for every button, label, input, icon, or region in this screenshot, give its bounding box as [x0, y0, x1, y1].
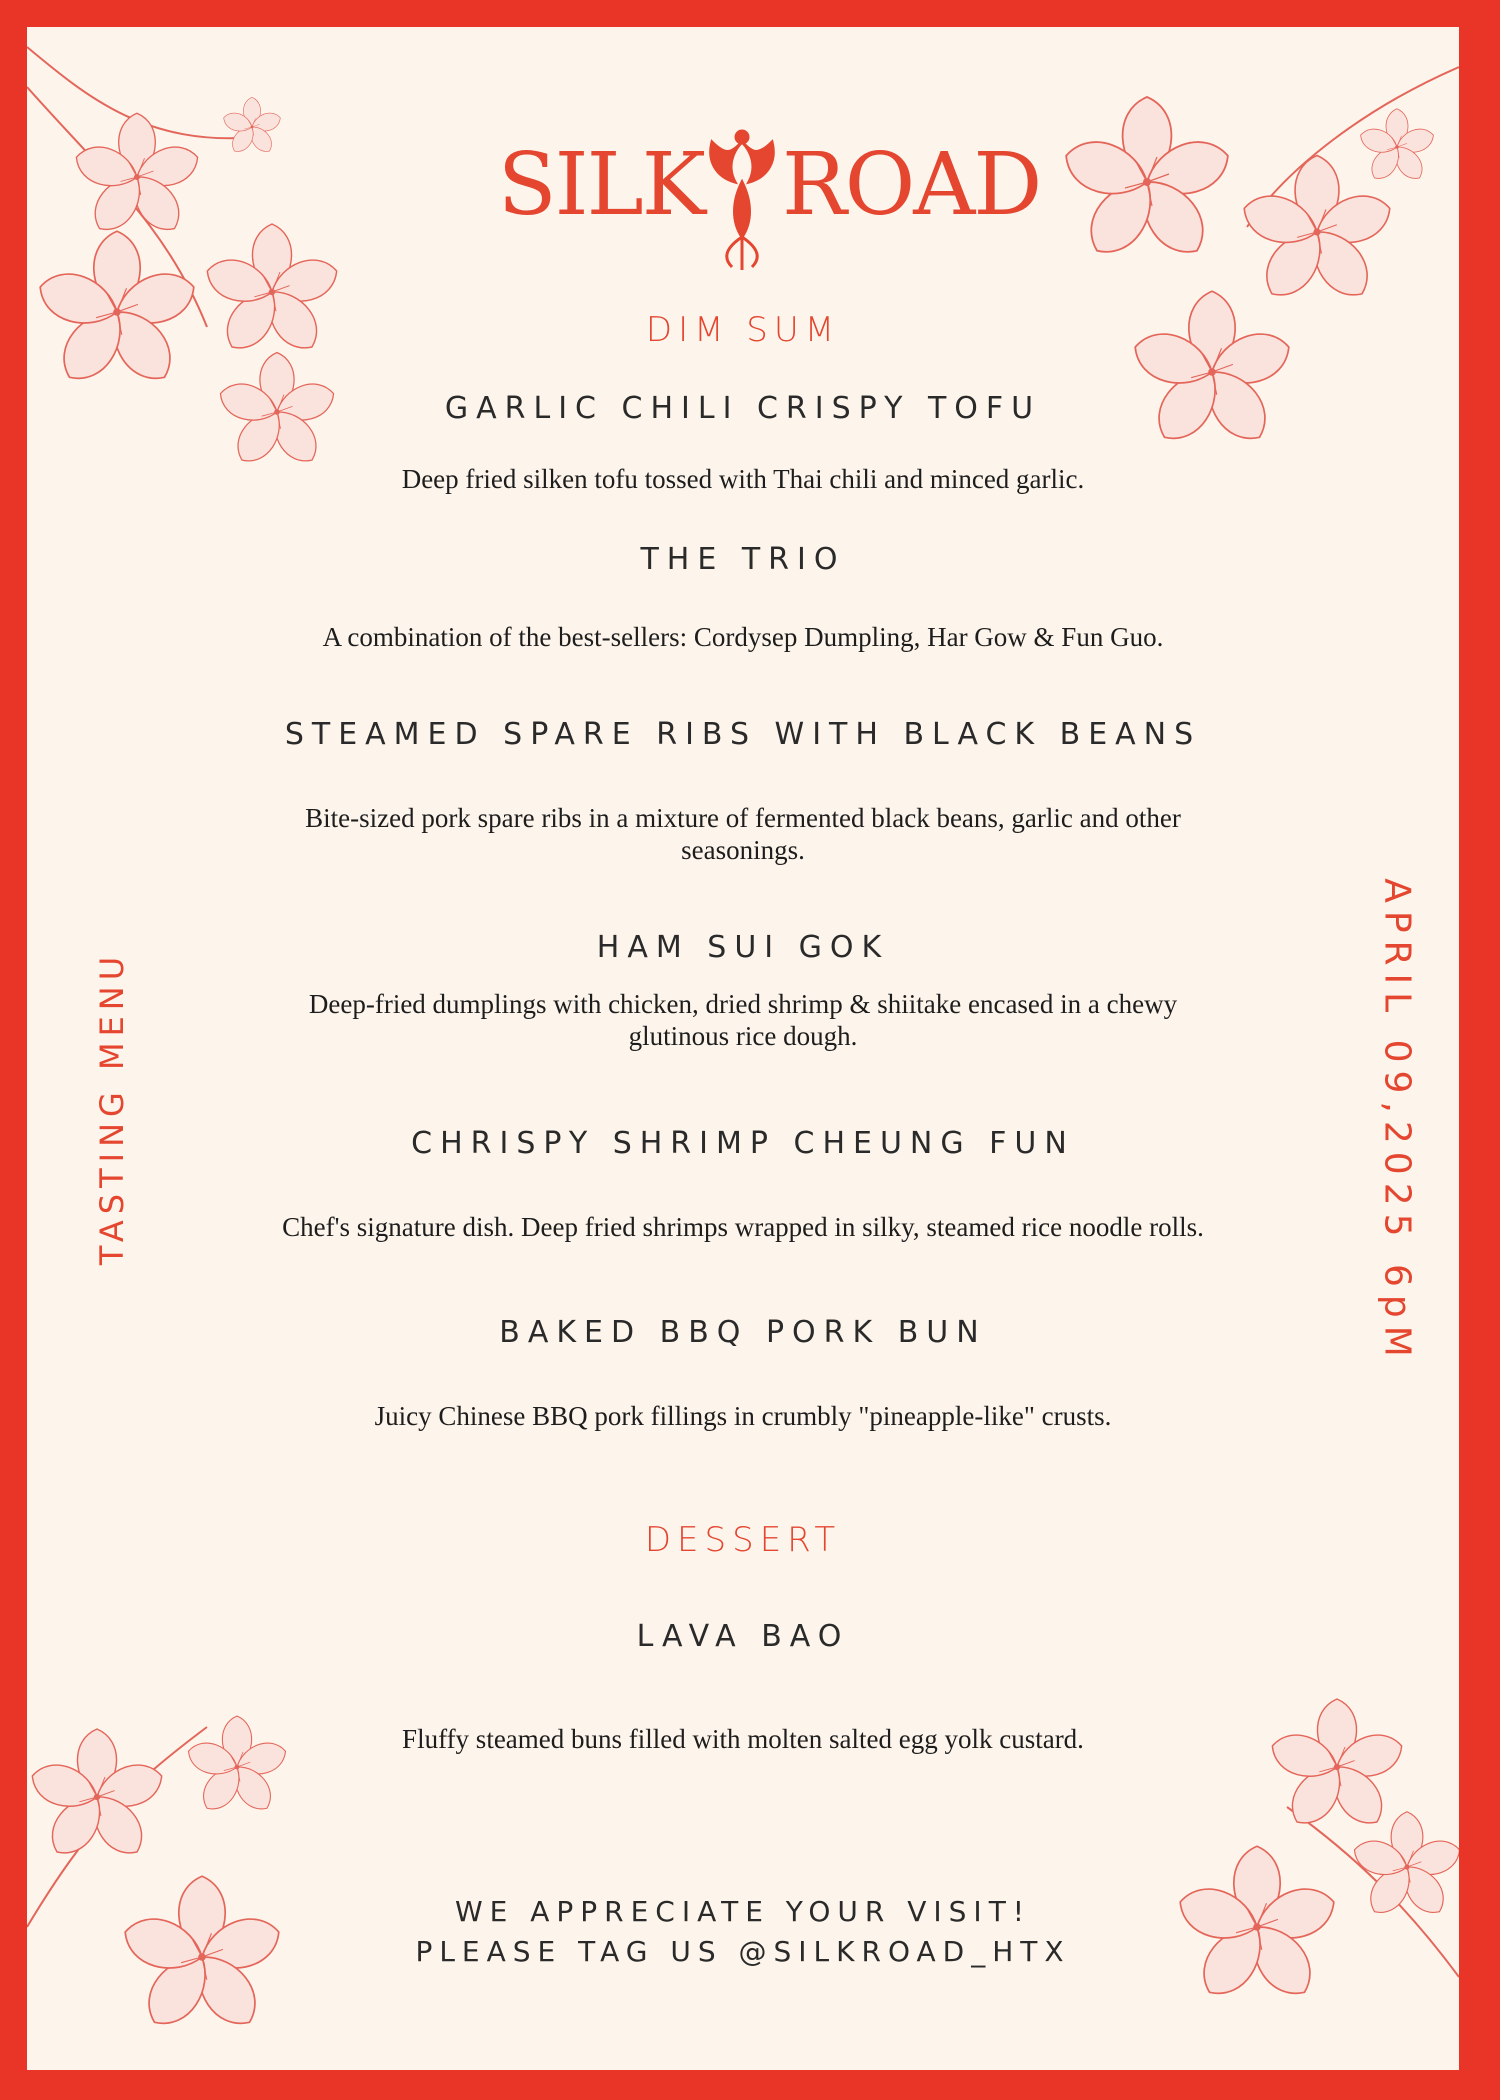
- brand-logo: [27, 122, 1459, 272]
- item-title: HAM SUI GOK: [596, 930, 890, 965]
- item-description: Deep-fried dumplings with chicken, dried shrimp & shiitake encased in a chewy glutinous rice dough.: [308, 989, 1178, 1051]
- item-description: Fluffy steamed buns filled with molten salted egg yolk custard.: [402, 1724, 1084, 1754]
- brand-word-left: SILK: [497, 135, 704, 235]
- footer-social-tag: PLEASE TAG US @SILKROAD_HTX: [415, 1935, 1071, 1968]
- phoenix-logo-icon: [687, 122, 797, 272]
- item-title: BAKED BBQ PORK BUN: [499, 1315, 987, 1350]
- item-title: THE TRIO: [640, 542, 846, 577]
- item-title: GARLIC CHILI CRISPY TOFU: [444, 391, 1042, 426]
- item-title: CHRISPY SHRIMP CHEUNG FUN: [411, 1126, 1075, 1161]
- section-heading-dessert: DESSERT: [644, 1520, 842, 1560]
- item-description: Deep fried silken tofu tossed with Thai chili and minced garlic.: [401, 464, 1085, 494]
- item-description: Chef's signature dish. Deep fried shrimps wrapped in silky, steamed rice noodle rolls.: [282, 1212, 1204, 1242]
- menu-card: SILK ROAD TASTING MENU APRIL 09,2025 6pM DIM SUM GARLIC CHILI CRISPY TOFU Deep fried silken tofu tossed with Thai chili and minced garlic. THE TRIO A combination of the best-sellers: Cordysep Dumpling, Har Gow & Fun Guo. STEAMED SPARE RIBS WITH BLACK BEANS Bite-sized pork spare ribs in a mixture of fermented black beans, garlic and other seasonings. HAM SUI GOK Deep-fried dumplings with chicken, dried shrimp & shiitake encased in a chewy glutinous rice dough. CHRISPY SHRIMP CHEUNG FUN Chef's signature dish. Deep fried shrimps wrapped in silky, steamed rice noodle rolls. BAKED BBQ PORK BUN Juicy Chinese BBQ pork fillings in crumbly "pineapple-like" crusts. DESSERT LAVA BAO Fluffy steamed buns filled with molten salted egg yolk custard. WE APPRECIATE YOUR VISIT! PLEASE TAG US @SILKROAD_HTX: [27, 27, 1459, 2070]
- brand-word-right: ROAD: [782, 135, 1041, 235]
- section-heading-dim-sum: DIM SUM: [645, 310, 841, 350]
- footer-thanks: WE APPRECIATE YOUR VISIT!: [454, 1895, 1032, 1928]
- item-description: Bite-sized pork spare ribs in a mixture of fermented black beans, garlic and other seasonings.: [305, 803, 1181, 865]
- item-title: LAVA BAO: [636, 1619, 850, 1654]
- item-description: A combination of the best-sellers: Cordysep Dumpling, Har Gow & Fun Guo.: [322, 622, 1164, 652]
- item-title: STEAMED SPARE RIBS WITH BLACK BEANS: [284, 717, 1202, 752]
- item-description: Juicy Chinese BBQ pork fillings in crumbly "pineapple-like" crusts.: [374, 1401, 1112, 1431]
